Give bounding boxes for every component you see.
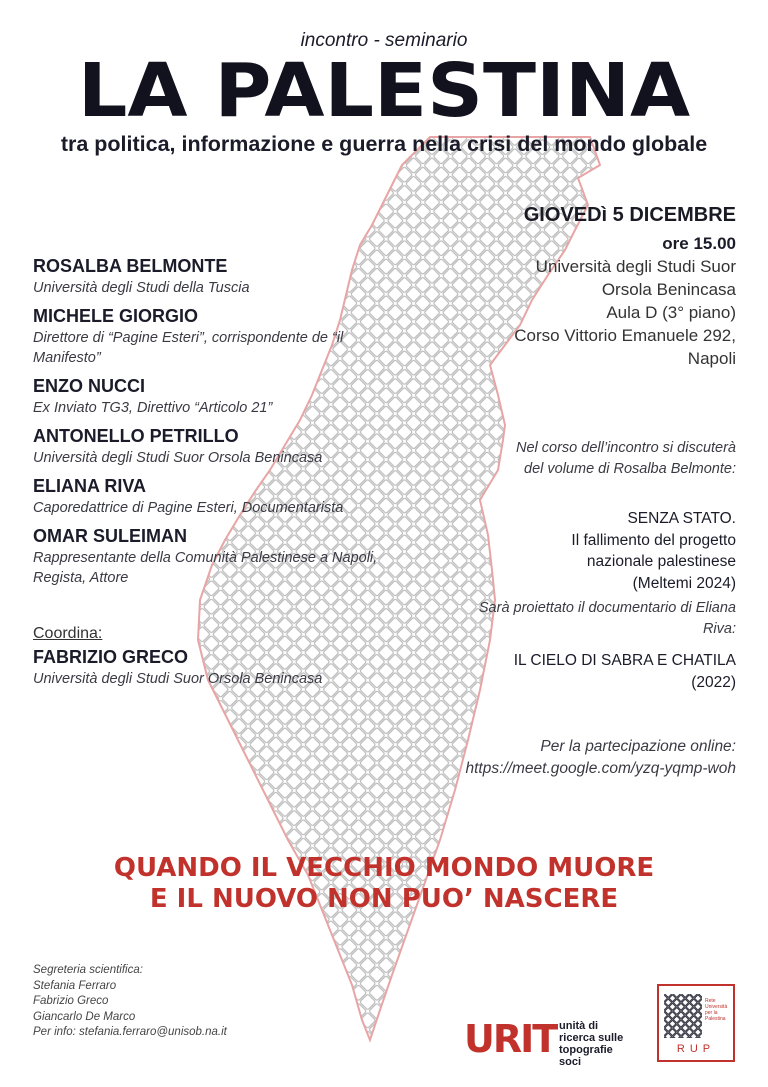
urit-logo bbox=[464, 1016, 624, 1068]
secretariat-heading: Segreteria scientifica: bbox=[33, 964, 143, 976]
scientific-secretariat bbox=[33, 963, 333, 1041]
slogan-line: QUANDO IL VECCHIO MONDO MUORE bbox=[113, 853, 655, 883]
online-label: Per la partecipazione online: bbox=[540, 738, 736, 755]
speaker-item bbox=[33, 474, 378, 518]
documentary-title-line: IL CIELO DI SABRA E CHATILA bbox=[513, 652, 736, 669]
slogan-line: E IL NUOVO NON PUO’ NASCERE bbox=[149, 884, 619, 914]
event-date: GIOVEDì 5 DICEMBRE bbox=[523, 204, 736, 226]
speaker-item bbox=[33, 374, 378, 418]
speakers-list bbox=[33, 254, 378, 594]
speaker-role: Ex Inviato TG3, Direttivo “Articolo 21” bbox=[33, 400, 273, 416]
coordinator-block bbox=[33, 623, 378, 689]
secretariat-contact: Per info: stefania.ferraro@unisob.na.it bbox=[33, 1026, 227, 1038]
speaker-name: ELIANA RIVA bbox=[33, 476, 147, 496]
book-title bbox=[476, 508, 736, 594]
urit-caption-line: unità di bbox=[559, 1020, 599, 1032]
page-title: LA PALESTINA bbox=[77, 48, 691, 134]
documentary-intro: Sarà proiettato il documentario di Eliana Riva: bbox=[478, 600, 736, 637]
slogan bbox=[0, 853, 768, 915]
urit-caption-line: ricerca sulle bbox=[559, 1032, 624, 1044]
event-kicker: incontro - seminario bbox=[300, 30, 468, 51]
speaker-role: Università degli Studi della Tuscia bbox=[33, 280, 250, 296]
speaker-role: Caporedattrice di Pagine Esteri, Documentarista bbox=[33, 500, 344, 516]
speaker-item bbox=[33, 424, 378, 468]
speaker-name: MICHELE GIORGIO bbox=[33, 306, 199, 326]
venue-line: Università degli Studi Suor bbox=[535, 257, 736, 276]
venue-line: Aula D (3° piano) bbox=[606, 303, 736, 322]
speaker-name: ROSALBA BELMONTE bbox=[33, 256, 228, 276]
venue-line: Orsola Benincasa bbox=[601, 280, 736, 299]
coordinator-name: FABRIZIO GRECO bbox=[33, 647, 189, 667]
secretariat-member: Fabrizio Greco bbox=[33, 995, 109, 1007]
event-time: ore 15.00 bbox=[662, 234, 736, 253]
online-url-link[interactable]: https://meet.google.com/yzq-yqmp-woh bbox=[465, 760, 736, 777]
online-participation bbox=[396, 736, 736, 780]
venue-line: Napoli bbox=[687, 349, 736, 368]
urit-caption-line: topografie soci bbox=[559, 1044, 613, 1068]
urit-caption bbox=[559, 1020, 624, 1068]
documentary-title-line: (2022) bbox=[691, 673, 736, 691]
book-title-line: nazionale palestinese bbox=[586, 553, 736, 570]
book-title-line: Il fallimento del progetto bbox=[571, 531, 736, 549]
coordinator-role: Università degli Studi Suor Orsola Benincasa bbox=[33, 671, 323, 687]
secretariat-member: Giancarlo De Marco bbox=[33, 1010, 136, 1023]
venue-line: Corso Vittorio Emanuele 292, bbox=[514, 326, 736, 345]
speaker-item bbox=[33, 524, 378, 588]
rup-caption: Rete Università per la Palestina bbox=[705, 998, 728, 1022]
rup-mesh-icon bbox=[664, 994, 702, 1038]
speaker-role: Rappresentante della Comunità Palestinese a Napoli, Regista, Attore bbox=[33, 550, 378, 586]
speaker-item bbox=[33, 254, 378, 298]
rup-logo bbox=[657, 984, 735, 1062]
speaker-role: Direttore di “Pagine Esteri”, corrispondente de “il Manifesto” bbox=[33, 330, 344, 366]
coordinator-label: Coordina: bbox=[33, 625, 103, 642]
book-title-line: (Meltemi 2024) bbox=[632, 574, 736, 592]
speaker-name: ENZO NUCCI bbox=[33, 376, 145, 396]
speaker-name: ANTONELLO PETRILLO bbox=[33, 426, 239, 446]
book-intro: Nel corso dell’incontro si discuterà del volume di Rosalba Belmonte: bbox=[515, 440, 736, 477]
secretariat-member: Stefania Ferraro bbox=[33, 979, 117, 992]
speaker-role: Università degli Studi Suor Orsola Benincasa bbox=[33, 450, 323, 466]
speaker-name: OMAR SULEIMAN bbox=[33, 526, 187, 546]
rup-letters: RUP bbox=[676, 1043, 716, 1055]
speaker-item bbox=[33, 304, 378, 368]
book-title-line: SENZA STATO. bbox=[627, 510, 736, 527]
event-venue bbox=[416, 232, 736, 370]
page-subtitle: tra politica, informazione e guerra nella crisi del mondo globale bbox=[60, 132, 708, 156]
documentary-title bbox=[476, 650, 736, 693]
urit-mark: URIT bbox=[464, 1017, 557, 1061]
